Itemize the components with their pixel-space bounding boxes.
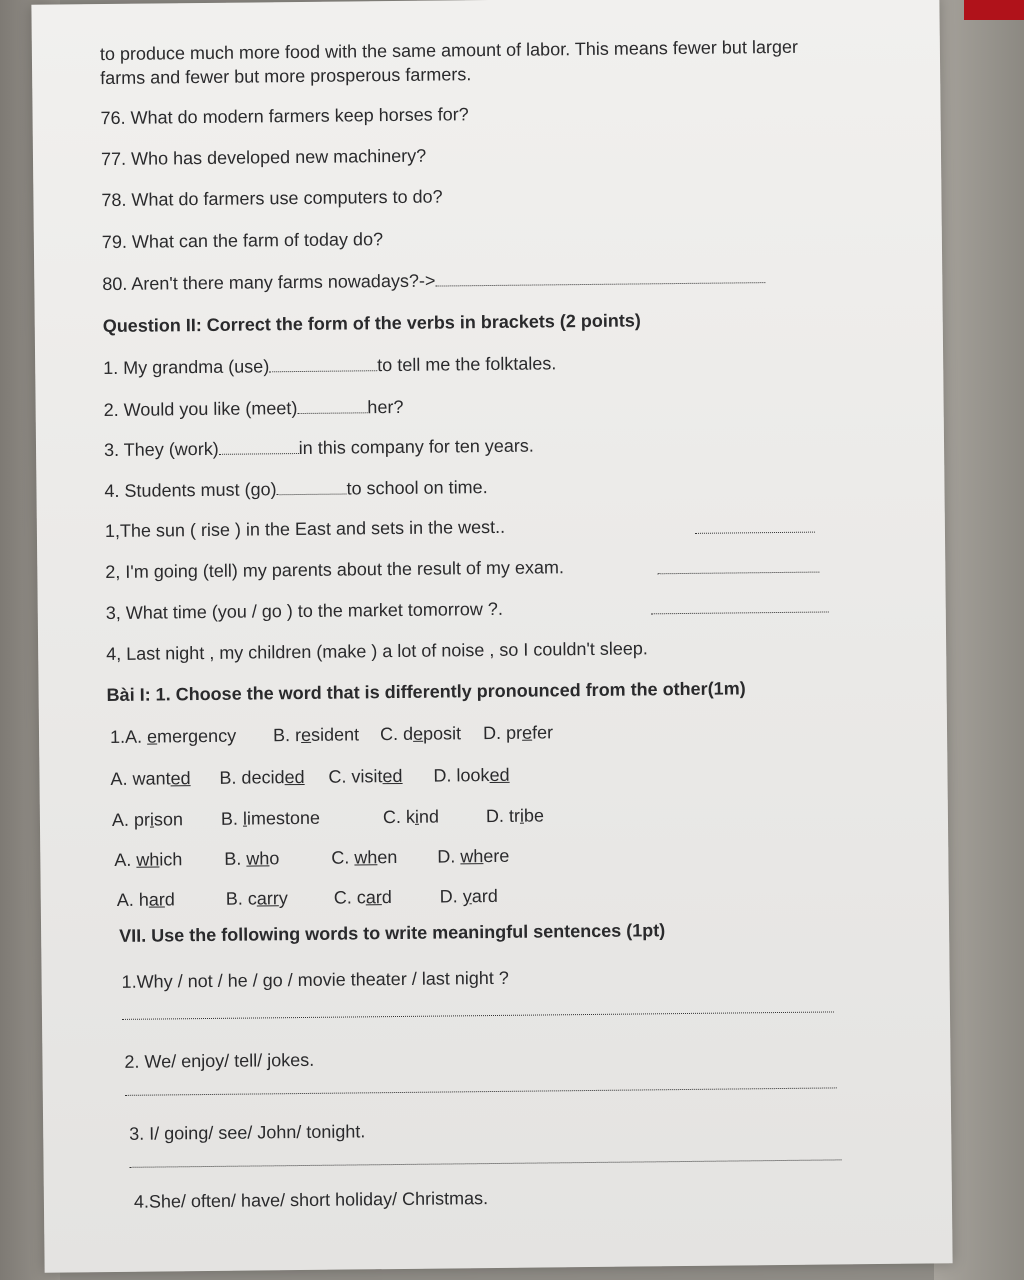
q2-item-before: 2. Would you like (meet) xyxy=(103,398,298,421)
worksheet-paper xyxy=(31,0,952,1273)
option-d: D. looked xyxy=(433,764,510,786)
q2-extra-item: 2, I'm going (tell) my parents about the result of my exam. xyxy=(105,557,565,583)
intro-line-2: farms and fewer but more prosperous farmers. xyxy=(100,64,472,89)
reading-question xyxy=(102,267,765,295)
answer-blank[interactable] xyxy=(297,411,367,414)
option-d: D. tribe xyxy=(485,805,545,827)
q2-item-before: 1. My grandma (use) xyxy=(103,356,270,379)
option-c: C. deposit xyxy=(379,723,462,745)
option-b: B. resident xyxy=(272,724,360,746)
q2-item-after: her? xyxy=(367,396,404,418)
reading-question: 78. What do farmers use computers to do? xyxy=(101,186,443,211)
q2-item-after: to school on time. xyxy=(346,477,488,499)
answer-line[interactable] xyxy=(122,1010,834,1019)
answer-blank[interactable] xyxy=(695,531,815,534)
q2-heading: Question II: Correct the form of the verbs in brackets (2 points) xyxy=(102,310,641,337)
option-c: C. visited xyxy=(328,765,403,787)
q2-extra-item: 3, What time (you / go ) to the market tomorrow ?. xyxy=(105,598,503,624)
option-b: B. who xyxy=(224,848,280,869)
option-b: B. carry xyxy=(225,888,288,909)
option-b: B. decided xyxy=(219,766,305,788)
option-c: C. when xyxy=(331,847,398,868)
answer-blank[interactable] xyxy=(651,610,829,614)
vii-item: 1.Why / not / he / go / movie theater / last night ? xyxy=(121,967,509,992)
q2-item xyxy=(104,477,487,502)
intro-line-1: to produce much more food with the same amount of labor. This means fewer but larger xyxy=(99,36,799,65)
option-a: A. wanted xyxy=(110,768,191,790)
answer-blank[interactable] xyxy=(657,571,819,575)
answer-blank[interactable] xyxy=(435,281,765,286)
option-d: D. prefer xyxy=(482,722,554,744)
worksheet-content xyxy=(99,34,890,1212)
q2-item-before: 4. Students must (go) xyxy=(104,479,277,502)
q2-item xyxy=(103,353,556,379)
red-object xyxy=(964,0,1024,20)
reading-question: 76. What do modern farmers keep horses for? xyxy=(100,104,469,129)
answer-line[interactable] xyxy=(130,1158,842,1167)
q2-item xyxy=(104,436,534,461)
reading-question-text: 80. Aren't there many farms nowadays?-> xyxy=(102,270,436,295)
answer-line[interactable] xyxy=(125,1086,837,1095)
q2-item xyxy=(104,397,404,421)
vii-item: 4.She/ often/ have/ short holiday/ Christmas. xyxy=(133,1188,489,1212)
vii-heading: VII. Use the following words to write meaningful sentences (1pt) xyxy=(119,920,666,946)
option-a: A. prison xyxy=(111,809,184,830)
q2-extra-item: 1,The sun ( rise ) in the East and sets in the west.. xyxy=(104,516,506,542)
q2-item-after: in this company for ten years. xyxy=(298,435,534,459)
option-d: D. yard xyxy=(439,885,498,907)
vii-item: 2. We/ enjoy/ tell/ jokes. xyxy=(124,1049,315,1072)
reading-question: 79. What can the farm of today do? xyxy=(101,229,384,253)
option-a: A. hard xyxy=(116,889,175,910)
q2-extra-item: 4, Last night , my children (make ) a lot of noise , so I couldn't sleep. xyxy=(106,638,648,665)
q2-item-after: to tell me the folktales. xyxy=(377,353,557,376)
option-b: B. limestone xyxy=(220,807,321,829)
q2-item-before: 3. They (work) xyxy=(103,438,219,461)
vii-item: 3. I/ going/ see/ John/ tonight. xyxy=(129,1121,366,1144)
option-d: D. where xyxy=(437,845,510,867)
answer-blank[interactable] xyxy=(219,452,299,455)
option-c: C. card xyxy=(333,887,392,908)
option-a: 1.A. emergency xyxy=(109,725,237,748)
answer-blank[interactable] xyxy=(269,369,377,372)
option-c: C. kind xyxy=(382,806,440,828)
answer-blank[interactable] xyxy=(277,493,347,496)
option-a: A. which xyxy=(114,849,183,870)
reading-question: 77. Who has developed new machinery? xyxy=(100,145,427,170)
bai1-heading: Bài I: 1. Choose the word that is differently pronounced from the other(1m) xyxy=(106,678,746,706)
